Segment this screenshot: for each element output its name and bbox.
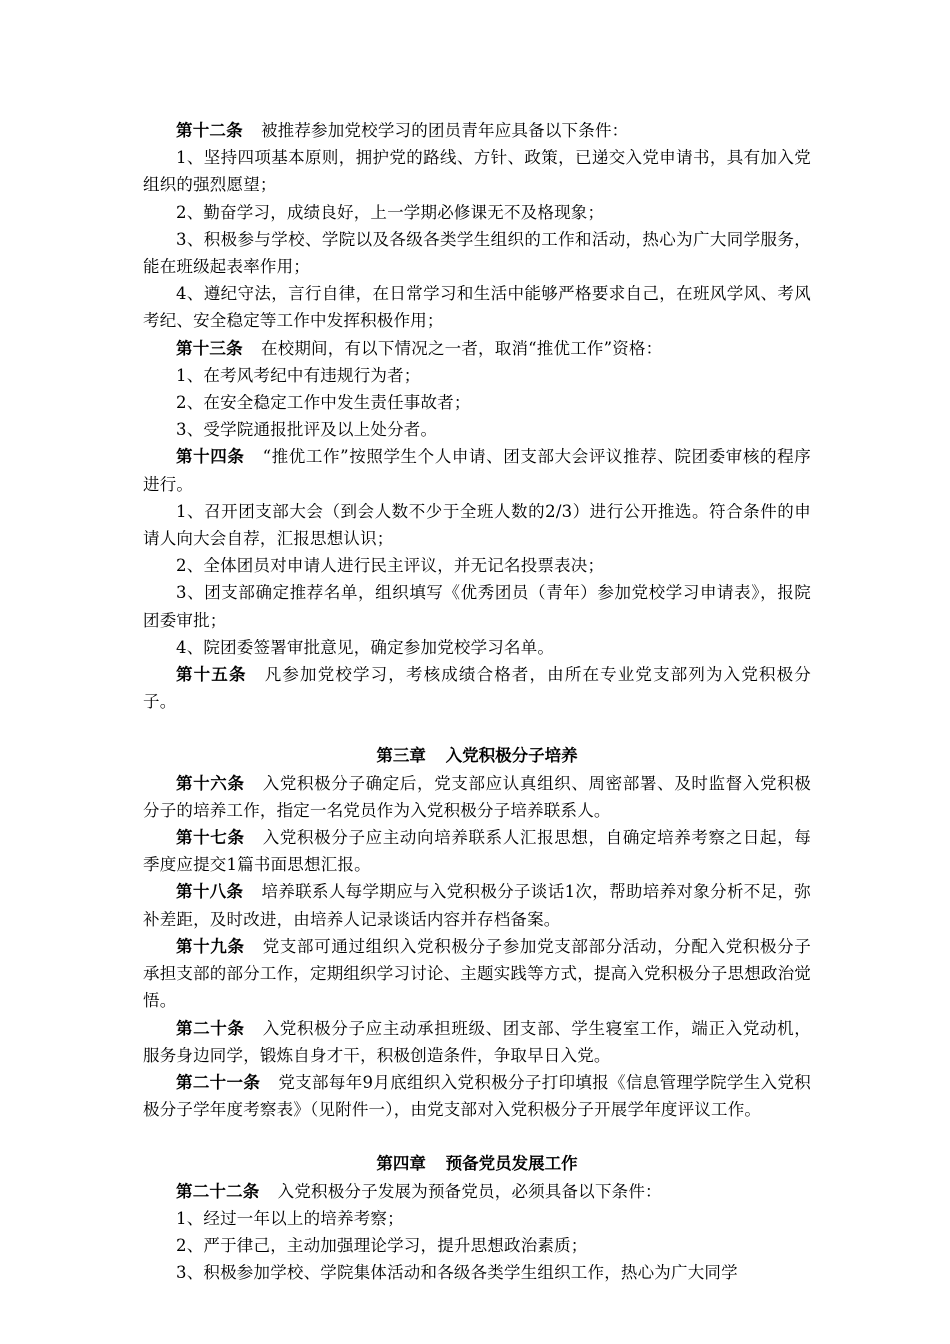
clause-paragraph	[143, 144, 811, 198]
paragraph-text: 1、经过一年以上的培养考察；	[176, 1208, 404, 1228]
chapter-heading	[143, 1150, 811, 1177]
clause-paragraph	[143, 416, 811, 443]
paragraph-text: 党支部可通过组织入党积极分子参加党支部部分活动，分配入党积极分子承担支部的部分工作，定期组织学习讨论、主题实践等方式，提高入党积极分子思想政治觉悟。	[143, 936, 811, 1011]
paragraph-text: 培养联系人每学期应与入党积极分子谈话1次，帮助培养对象分析不足，弥补差距，及时改进，由培养人记录谈话内容并存档备案。	[143, 882, 811, 929]
paragraph-text: 2、全体团员对申请人进行民主评议，并无记名投票表决；	[176, 556, 605, 576]
clause-paragraph	[143, 389, 811, 416]
paragraph-text: 1、在考风考纪中有违规行为者；	[176, 365, 421, 385]
clause-paragraph	[143, 552, 811, 579]
article-number: 第二十条	[176, 1018, 245, 1038]
paragraph-text: 入党积极分子确定后，党支部应认真组织、周密部署、及时监督入党积极分子的培养工作，指定一名党员作为入党积极分子培养联系人。	[143, 773, 811, 820]
paragraph-text: 被推荐参加党校学习的团员青年应具备以下条件：	[260, 121, 629, 140]
paragraph-text: 2、严于律己，主动加强理论学习，提升思想政治素质；	[176, 1235, 588, 1255]
article-paragraph	[143, 824, 811, 878]
article-number: 第十四条	[176, 447, 245, 467]
article-number: 第二十二条	[176, 1181, 260, 1201]
article-number: 第十五条	[176, 665, 247, 685]
paragraph-text: 凡参加党校学习，考核成绩合格者，由所在专业党支部列为入党积极分子。	[143, 665, 811, 712]
chapter-title: 预备党员发展工作	[445, 1154, 578, 1174]
paragraph-text: 入党积极分子发展为预备党员，必须具备以下条件：	[277, 1181, 662, 1201]
document-page	[143, 117, 811, 1286]
article-number: 第十三条	[176, 338, 243, 358]
clause-paragraph	[143, 199, 811, 226]
article-number: 第十九条	[176, 936, 245, 956]
clause-paragraph	[143, 1205, 811, 1232]
clause-paragraph	[143, 1232, 811, 1259]
article-paragraph	[143, 335, 811, 362]
clause-paragraph	[143, 634, 811, 661]
paragraph-text: 4、遵纪守法，言行自律，在日常学习和生活中能够严格要求自己，在班风学风、考风考纪、安全稳定等工作中发挥积极作用；	[143, 284, 811, 331]
paragraph-text: 入党积极分子应主动承担班级、团支部、学生寝室工作，端正入党动机，服务身边同学，锻炼自身才干，积极创造条件，争取早日入党。	[143, 1018, 811, 1065]
paragraph-text: 入党积极分子应主动向培养联系人汇报思想，自确定培养考察之日起，每季度应提交1篇书面思想汇报。	[143, 828, 811, 875]
paragraph-text: “推优工作”按照学生个人申请、团支部大会评议推荐、院团委审核的程序进行。	[143, 447, 811, 494]
chapter-title: 入党积极分子培养	[445, 746, 578, 766]
article-number: 第十六条	[176, 773, 245, 793]
paragraph-text: 3、积极参与学校、学院以及各级各类学生组织的工作和活动，热心为广大同学服务，能在班级起表率作用；	[143, 229, 811, 277]
article-paragraph	[143, 1069, 811, 1123]
article-paragraph	[143, 117, 811, 144]
article-paragraph	[143, 933, 811, 1015]
paragraph-text: 党支部每年9月底组织入党积极分子打印填报《信息管理学院学生入党积极分子学年度考察表》（见附件一），由党支部对入党积极分子开展学年度评议工作。	[143, 1072, 812, 1120]
paragraph-text: 4、院团委签署审批意见，确定参加党校学习名单。	[176, 637, 555, 657]
clause-paragraph	[143, 579, 811, 633]
paragraph-text: 2、在安全稳定工作中发生责任事故者；	[176, 393, 471, 413]
clause-paragraph	[143, 280, 811, 334]
article-number: 第二十一条	[176, 1072, 261, 1092]
article-paragraph	[143, 770, 811, 824]
paragraph-text: 1、坚持四项基本原则，拥护党的路线、方针、政策，已递交入党申请书，具有加入党组织的强烈愿望；	[143, 148, 811, 195]
article-paragraph	[143, 1015, 811, 1069]
paragraph-text: 3、积极参加学校、学院集体活动和各级各类学生组织工作，热心为广大同学	[176, 1263, 738, 1283]
article-paragraph	[143, 661, 811, 715]
chapter-number: 第四章	[376, 1154, 426, 1174]
article-paragraph	[143, 878, 811, 932]
clause-paragraph	[143, 226, 811, 280]
article-paragraph	[143, 1178, 811, 1205]
paragraph-text: 3、受学院通报批评及以上处分者。	[176, 420, 438, 440]
paragraph-text: 3、团支部确定推荐名单，组织填写《优秀团员（青年）参加党校学习申请表》，报院团委审批；	[143, 583, 811, 630]
paragraph-text: 2、勤奋学习，成绩良好，上一学期必修课无不及格现象；	[176, 202, 605, 222]
article-number: 第十二条	[176, 121, 243, 140]
chapter-number: 第三章	[376, 746, 426, 766]
article-number: 第十七条	[176, 828, 245, 848]
clause-paragraph	[143, 362, 811, 389]
chapter-heading	[143, 742, 811, 769]
paragraph-text: 1、召开团支部大会（到会人数不少于全班人数的2/3）进行公开推选。符合条件的申请人向大会自荐，汇报思想认识；	[143, 501, 811, 549]
article-number: 第十八条	[176, 882, 244, 902]
clause-paragraph	[143, 498, 811, 552]
clause-paragraph	[143, 1259, 811, 1286]
article-paragraph	[143, 443, 811, 497]
paragraph-text: 在校期间，有以下情况之一者，取消“推优工作”资格：	[260, 338, 663, 358]
